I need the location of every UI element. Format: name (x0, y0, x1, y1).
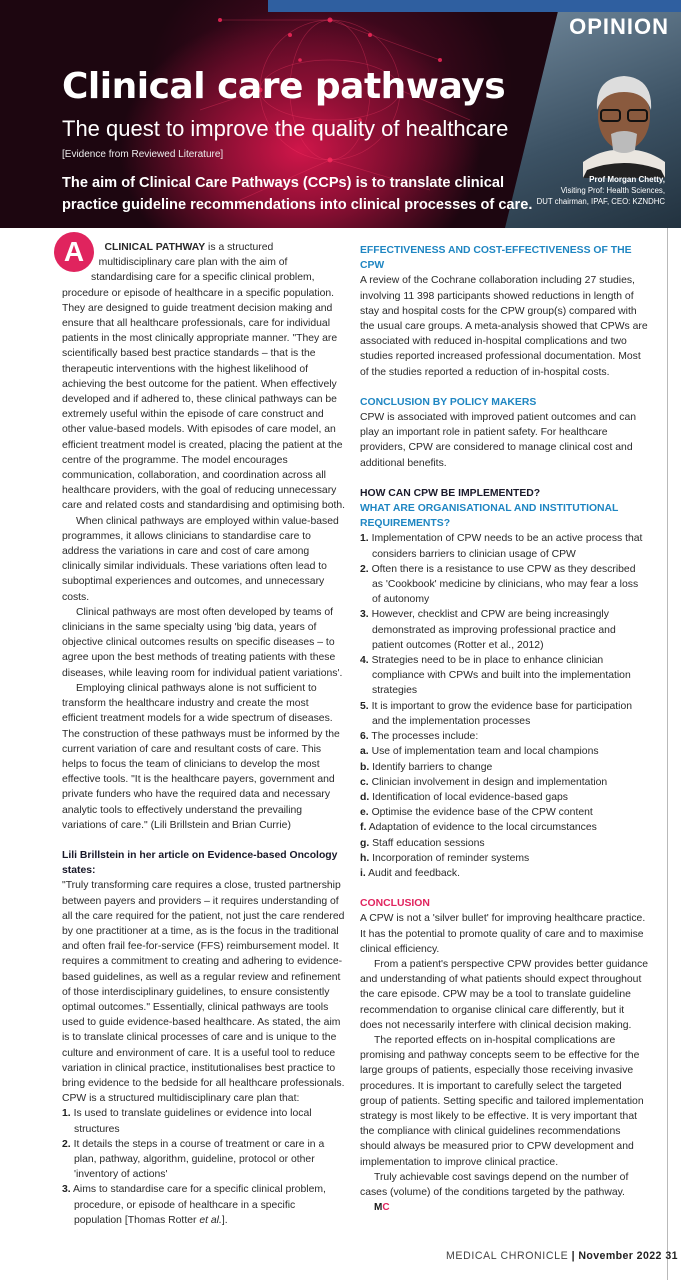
paragraph: CPW is a structured multidisciplinary care plan that: (62, 1093, 300, 1105)
sublist-item: i. Audit and feedback. (360, 867, 460, 879)
list-item: 4. Strategies need to be in place to enhance clinician compliance with CPWs and built into the implementation strategies (360, 655, 631, 697)
heading-effectiveness: EFFECTIVENESS AND COST-EFFECTIVENESS OF THE CPW (360, 245, 632, 272)
heading-requirements: WHAT ARE ORGANISATIONAL AND INSTITUTIONAL REQUIREMENTS? (360, 503, 619, 530)
page-edge-divider (667, 228, 668, 1280)
paragraph: Employing clinical pathways alone is not sufficient to transform the healthcare industry and create the most efficient treatment models for a wide spectrum of diseases. The construction of these pathways must be informed by the current variation of care and resultant costs of care. This helps to focus the team of clinicians to develop the most effective tools. "It is the healthcare payers, government and private funders who have the required data and necessary analytic tools to effectively understand the prevailing variations of care." (Lili Brillstein and Brian Currie) (62, 682, 340, 831)
page-title: Clinical care pathways (62, 66, 506, 107)
sublist-item: b. Identify barriers to change (360, 761, 493, 773)
paragraph: Clinical pathways are most often developed by teams of clinicians in the same specialty using 'big data, years of objective clinical outcomes results on specific diseases – to agree upon the best methods of treating patients with these diseases, while leaving room for individual patient variations'. (62, 606, 343, 679)
page-subtitle: The quest to improve the quality of healthcare (62, 116, 509, 141)
issue-date: November 2022 (578, 1250, 662, 1262)
publication-name: MEDICAL CHRONICLE (446, 1250, 569, 1262)
heading-conclusion: CONCLUSION (360, 898, 430, 910)
right-column (360, 243, 648, 1215)
list-item: 1. Is used to translate guidelines or evidence into local structures (62, 1108, 312, 1135)
paragraph: A review of the Cochrane collaboration including 27 studies, involving 11 398 participants showed reductions in length of stay and hospital costs for the CPW group(s) compared with the usual care groups. A meta-analysis showed that CPWs are associated with reduced in-hospital complications and two studies reported increased professional documentation. Most of the studies reported a reduction of in-hospital costs. (360, 275, 648, 378)
lead-paragraph: The aim of Clinical Care Pathways (CCPs) is to translate clinical practice guideline recommendations into clinical processes of care. (62, 175, 533, 213)
author-photo (583, 70, 665, 178)
sublist-item: g. Staff education sessions (360, 837, 485, 849)
top-color-bar (268, 0, 681, 12)
sublist-item: h. Incorporation of reminder systems (360, 852, 530, 864)
section-label: OPINION (569, 14, 669, 39)
list-item: 2. It details the steps in a course of treatment or care in a plan, pathway, algorithm, guideline, protocol or other 'inventory of actions' (62, 1138, 325, 1181)
intro-text: is a structured multidisciplinary care plan with the aim of standardising care for a specific clinical problem, procedure or episode of healthcare in a specific population. They are designed to guide treatment decision making and ensure that all healthcare professionals, care for individual patients in the most clinically appropriate manner. "They are scientifically based best practice standards – that is the therapeutic interventions with the highest likelihood of achieving the best outcome for the patient. When effectively developed and if adhered to, these clinical pathways can be extremely useful within the episode of care construct and other value-based models. With episodes of care model, an efficient treatment model is created, placing the patient at the centre of the programme. The model encourages communication, collaboration, and coordination across all healthcare providers, with the goal of reducing unnecessary care and related costs and standardising and optimising both. (62, 242, 346, 512)
paragraph: A CPW is not a 'silver bullet' for improving healthcare practice. It has the potential to promote quality of care and to maximise clinical efficiency. (360, 913, 646, 955)
sublist-item: f. Adaptation of evidence to the local circumstances (360, 822, 597, 834)
sublist-item: c. Clinician involvement in design and implementation (360, 776, 608, 788)
intro-paragraph (62, 236, 346, 514)
list-item: 6. The processes include: (360, 731, 479, 743)
paragraph: From a patient's perspective CPW provides better guidance and understanding of what patients should expect throughout the care episode. CPW may be a tool to translate guideline recommendation to organise clinical care differently, but it does not necessarily interfere with clinical decision making. (360, 958, 649, 1031)
heading-implementation: HOW CAN CPW BE IMPLEMENTED? (360, 487, 541, 499)
list-item: 5. It is important to grow the evidence base for participation and the implementation processes (360, 700, 633, 727)
end-mark-logo: MC (374, 1202, 390, 1214)
page-number: 31 (665, 1250, 678, 1262)
list-item: 3. However, checklist and CPW are being increasingly demonstrated as improving professional practice and patient outcomes (Rotter et al., 2012) (360, 609, 616, 651)
heading-policy-makers: CONCLUSION BY POLICY MAKERS (360, 396, 537, 408)
sublist-item: d. Identification of local evidence-based gaps (360, 791, 568, 803)
quote-paragraph: "Truly transforming care requires a close, trusted partnership between payers and providers – it requires understanding of all the care required for the patient, not just the care rendered by one practitioner at a time, as is the focus in the traditional and often frail fee-for-service (FFS) reimbursement model. It requires a commitment to creating and adhering to evidence-based guidelines, as well as a regular review and refinement of those interdisciplinary guidelines, to ensure consistently optimal outcomes." Essentially, clinical pathways are tools used to guide evidence-based healthcare. As stated, the aim is to translate clinical processes of care and is unique to the culture and environment of care. It is a useful tool to reduce variation in clinical practice, institutionalises best practice to bring evidence to the bedside for all healthcare professionals. (62, 880, 345, 1089)
drop-cap: A (54, 232, 94, 272)
evidence-note: [Evidence from Reviewed Literature] (62, 149, 224, 160)
list-item: 2. Often there is a resistance to use CPW as they described as 'Cookbook' medicine by clinicians, who may fear a loss of autonomy (360, 563, 639, 606)
author-role: DUT chairman, IPAF, CEO: KZNDHC (536, 197, 665, 206)
sublist-item: e. Optimise the evidence base of the CPW content (360, 807, 593, 819)
left-column (62, 236, 346, 1228)
sublist-item: a. Use of implementation team and local champions (360, 746, 599, 758)
paragraph: CPW is associated with improved patient outcomes and can play an important role in patient safety. For healthcare providers, CPW are considered to manage clinical cost and additional benefits. (360, 412, 637, 469)
author-name: Prof Morgan Chetty, (589, 175, 665, 184)
paragraph: Truly achievable cost savings depend on the number of cases (volume) of the conditions targeted by the pathway. MC (360, 1170, 648, 1216)
list-item: 3. Aims to standardise care for a specific clinical problem, procedure, or episode of healthcare in a specific population [Thomas Rotter et al.]. (62, 1184, 326, 1226)
requirements-list (360, 531, 648, 881)
paragraph: When clinical pathways are employed within value-based programmes, it allows clinicians to standardise care to address the variations in care and cost of care among clinically similar individuals. These variations often lead to suboptimal experiences and outcomes, and unnecessary costs. (62, 515, 339, 603)
list-item: 1. Implementation of CPW needs to be an active process that considers barriers to clinician usage of CPW (360, 533, 643, 560)
author-byline (537, 174, 665, 207)
subheading: Lili Brillstein in her article on Evidence-based Oncology states: (62, 849, 338, 877)
intro-bold: CLINICAL PATHWAY (104, 242, 206, 253)
page-footer: MEDICAL CHRONICLE | November 2022 31 (446, 1250, 678, 1262)
author-role: Visiting Prof: Health Sciences, (560, 186, 665, 195)
paragraph: The reported effects on in-hospital complications are promising and pathway concepts seem to be effective for the large groups of patients, especially those receiving invasive procedures. It is important to carefully select the targeted group of patients. Setting specific and tailored implementation strategy is most likely to be effective. It is very important that the compliance with clinical guidelines recommendations should always be measured prior to CPW development and implementation to improve clinical practice. (360, 1034, 644, 1168)
